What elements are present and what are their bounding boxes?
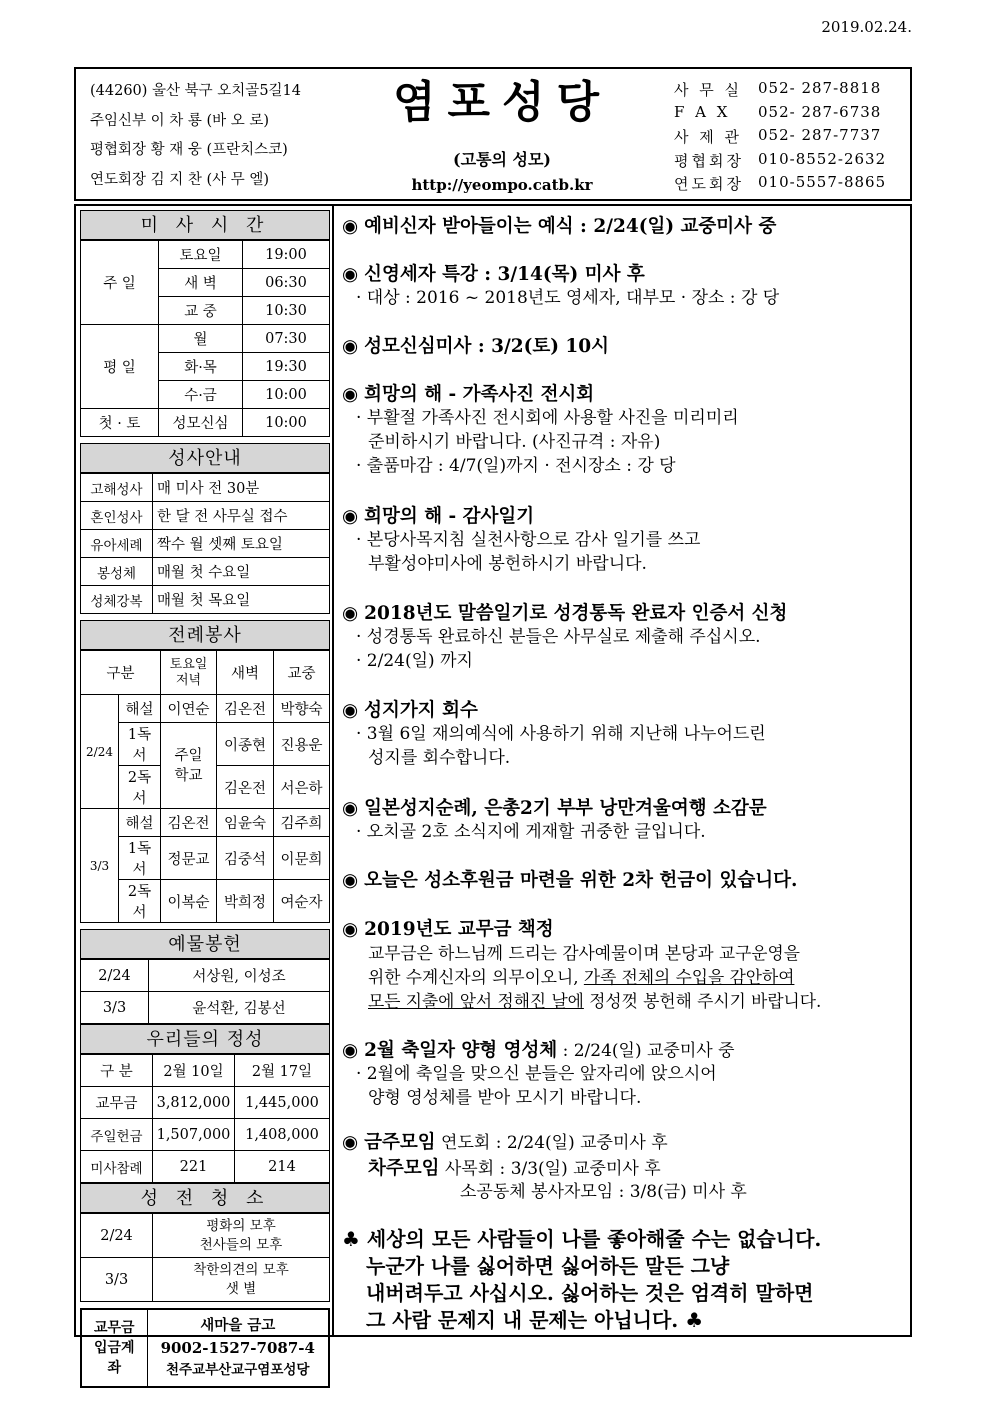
sacraments-table: 고해성사 매 미사 전 30분 혼인성사 한 달 전 사무실 접수 유아세례 짝수 월 셋째 토요일 봉성체 매월 첫 수요일 성체강복 매월 첫 목요일 <box>80 473 330 614</box>
contact-list <box>674 79 910 197</box>
announcement-feast-communion: ◉ 2월 축일자 양형 영성체 : 2/24(일) 교중미사 중 · 2월에 축일을 맞으신 분들은 앞자리에 앉으시어 양형 영성체를 받아 모시기 바랍니다. <box>342 1040 735 1108</box>
contribution-table: 구 분 2월 10일 2월 17일 교무금 3,812,000 1,445,000 주일헌금 1,507,000 1,408,000 미사참례 221 214 <box>80 1054 330 1183</box>
announcement-second-collection: ◉ 오늘은 성소후원금 마련을 위한 2차 헌금이 있습니다. <box>342 870 798 891</box>
elders-president: 연도회장 김 지 찬 (사 무 엘) <box>90 171 270 188</box>
liturgy-title: 전례봉사 <box>80 620 330 650</box>
parish-header <box>74 67 912 201</box>
contact-council: 평협회장 010-8552-2632 <box>674 149 887 170</box>
liturgy-table: 구분 토요일 저녁 새벽 교중 2/24 해설 이연순 김온전 박향숙 1독서 주일 학교 이종현 진용운 2독서 김온전 서은하 3/3 해설 김온전 임윤숙 김주희 1독서 정문교 김중석 이문희 2독서 이복순 박희정 여순자 <box>80 650 330 923</box>
cleaning-table: 2/24 평화의 모후 천사들의 모후 3/3 착한의견의 모후 샛 별 <box>80 1213 330 1302</box>
offering-table: 2/24 서상원, 이성조 3/3 윤석환, 김봉선 <box>80 959 330 1024</box>
mass-times-table: 주 일 토요일 19:00 새 벽 06:30 교 중 10:30 평 일 월 07:30 화·목 19:30 수·금 10:00 첫 · 토 성모신심 10:00 <box>80 240 330 437</box>
contact-rectory: 사 제 관 052- 287-7737 <box>674 126 882 146</box>
council-president: 평협회장 황 재 웅 (프란치스코) <box>90 142 288 158</box>
sacraments-title: 성사안내 <box>80 443 330 473</box>
bank-name: 새마을 금고 <box>200 1317 276 1334</box>
parish-name: 염포성당 <box>392 77 611 128</box>
contact-office: 사 무 실 052- 287-8818 <box>674 79 882 99</box>
website-link[interactable]: http://yeompo.catb.kr <box>411 176 593 194</box>
announcement-palm-return: ◉ 성지가지 회수 · 3월 6일 재의예식에 사용하기 위해 지난해 나누어드린 성지를 회수합니다. <box>342 700 766 768</box>
pastor: 주임신부 이 차 룡 (바 오 로) <box>90 112 270 129</box>
patron: (고통의 성모) <box>453 150 551 169</box>
column-divider <box>332 206 334 1335</box>
issue-date: 2019.02.24. <box>821 18 912 36</box>
mass-times-title: 미 사 시 간 <box>80 210 330 240</box>
announcement-bible-certificate: ◉ 2018년도 말씀일기로 성경통독 완료자 인증서 신청 · 성경통독 완료하신 분들은 사무실로 제출해 주십시오. · 2/24(일) 까지 <box>342 603 788 671</box>
announcement-meetings: ◉ 금주모임 연도회 : 2/24(일) 교중미사 후 차주모임 사목회 : 3/3(일) 교중미사 후 소공동체 봉사자모임 : 3/8(금) 미사 후 <box>342 1132 747 1202</box>
header-info <box>90 79 380 197</box>
closing-quote: ♣ 세상의 모든 사람들이 나를 좋아해줄 수는 없습니다. 누군가 나를 싫어하면 싫어하든 말든 그냥 내버려두고 사십시오. 싫어하는 것은 엄격히 말하면 그 사람 문제지 내 문제는 아닙니다. ♣ <box>342 1227 822 1332</box>
announcement-pilgrimage-essay: ◉ 일본성지순례, 은총2기 부부 낭만겨울여행 소감문 · 오치골 2호 소식지에 게재할 귀중한 글입니다. <box>342 798 767 842</box>
contact-fax: F A X 052- 287-6738 <box>674 102 882 121</box>
sunday-label: 주 일 <box>81 241 159 325</box>
cleaning-title: 성 전 청 소 <box>80 1183 330 1213</box>
contribution-title: 우리들의 정성 <box>80 1024 330 1054</box>
bank-account-box <box>80 1308 330 1388</box>
announcement-gratitude-diary: ◉ 희망의 해 - 감사일기 · 본당사목지침 실천사항으로 감사 일기를 쓰고 부활성야미사에 봉헌하시기 바랍니다. <box>342 506 701 574</box>
announcement-church-dues: ◉ 2019년도 교무금 책정 교무금은 하느님께 드리는 감사예물이며 본당과 교구운영을 위한 수계신자의 의무이오니, 가족 전체의 수입을 감안하여 모든 지출에 앞서 정해진 날에 정성껏 봉헌해 주시기 바랍니다. <box>342 919 822 1011</box>
announcement-catechumen: ◉ 예비신자 받아들이는 예식 : 2/24(일) 교중미사 중 <box>342 216 777 237</box>
first-sat-label: 첫 · 토 <box>81 409 159 437</box>
announcement-marian-mass: ◉ 성모신심미사 : 3/2(토) 10시 <box>342 336 610 357</box>
announcement-family-photo: ◉ 희망의 해 - 가족사진 전시회 · 부활절 가족사진 전시회에 사용할 사진을 미리미리 준비하시기 바랍니다. (사진규격 : 자유) · 출품마감 : 4/7(일)까지 · 전시장소 : 강 당 <box>342 384 739 476</box>
contact-elders: 연도회장 010-5557-8865 <box>674 173 887 193</box>
header-center <box>376 73 628 194</box>
bank-account-holder: 천주교부산교구염포성당 <box>166 1362 310 1378</box>
bank-account-number: 9002-1527-7087-4 <box>160 1339 315 1357</box>
address: (44260) 울산 북구 오치골5길14 <box>90 83 301 99</box>
announcement-neophyte-lecture: ◉ 신영세자 특강 : 3/14(목) 미사 후 · 대상 : 2016 ~ 2018년도 영세자, 대부모 · 장소 : 강 당 <box>342 264 780 308</box>
left-column <box>80 210 330 1388</box>
offering-title: 예물봉헌 <box>80 929 330 959</box>
bulletin-body <box>74 204 912 1378</box>
weekday-label: 평 일 <box>81 325 159 409</box>
bank-label: 교무금 입금계좌 <box>81 1309 147 1387</box>
